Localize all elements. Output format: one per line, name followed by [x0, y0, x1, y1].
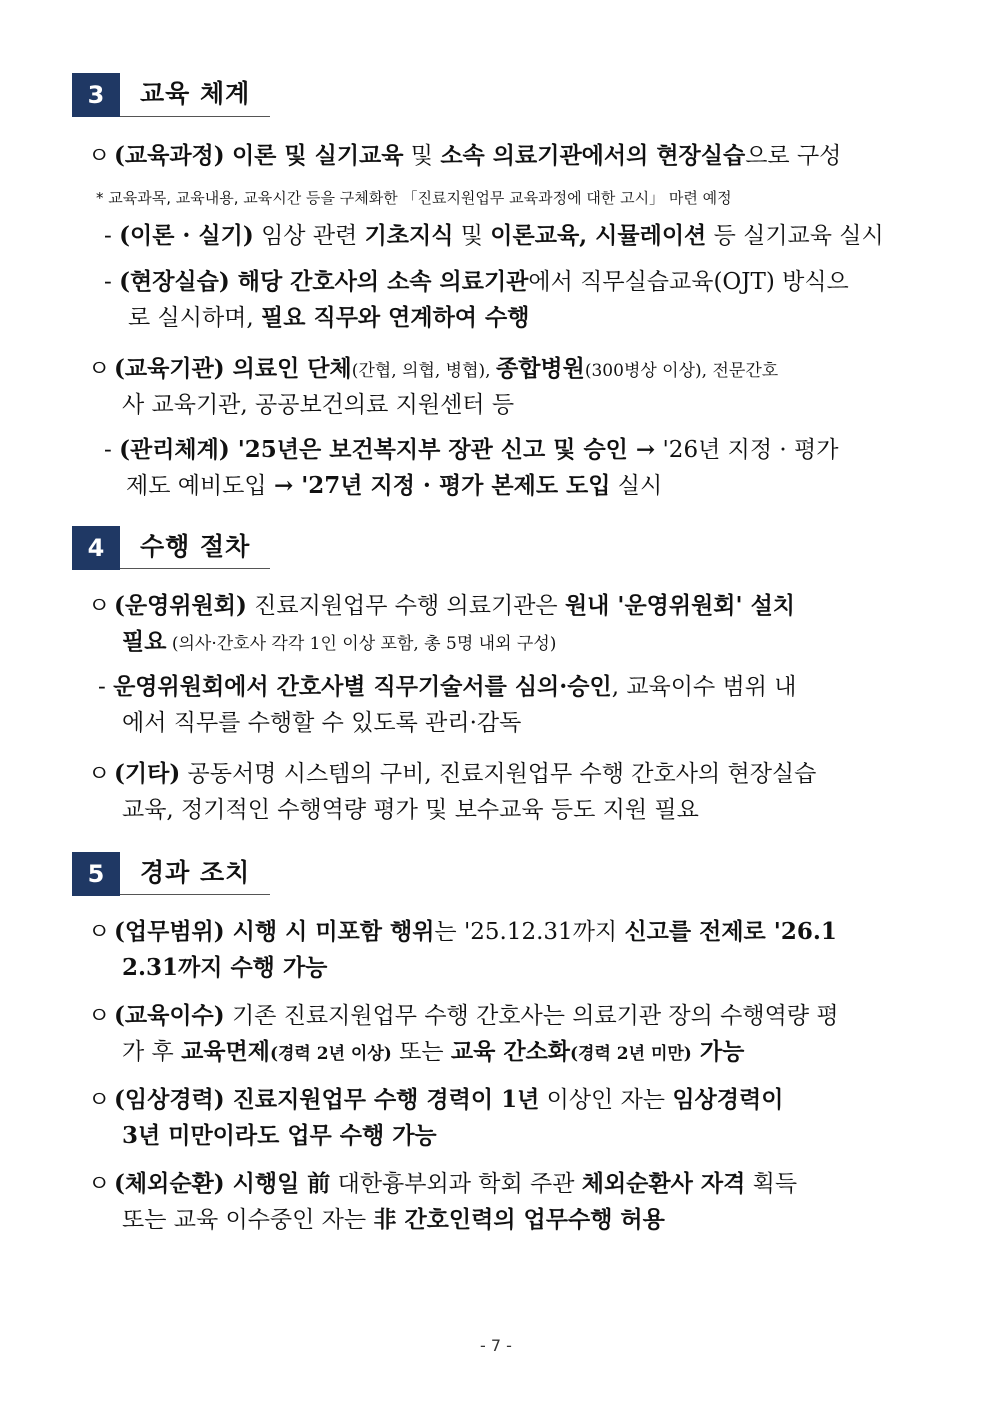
footnote: * 교육과목, 교육내용, 교육시간 등을 구체화한 「진료지원업무 교육과정에 대한 고시」 마련 예정	[96, 189, 732, 207]
bullet-item: ㅇ (업무범위) 시행 시 미포함 행위는 '25.12.31까지 신고를 전제로 '26.1	[0, 914, 992, 950]
section-4-header	[72, 526, 256, 570]
dash-item: - 운영위원회에서 간호사별 직무기술서를 심의·승인, 교육이수 범위 내	[98, 673, 797, 700]
bullet-item: ㅇ (교육과정) 이론 및 실기교육 및 소속 의료기관에서의 현장실습으로 구성	[0, 138, 992, 174]
circle-bullet-icon: ㅇ	[88, 593, 111, 619]
section-title: 교육 체계	[140, 79, 251, 108]
bullet-item: ㅇ (교육기관) 의료인 단체(간협, 의협, 병협), 종합병원(300병상 이상), 전문간호	[0, 351, 992, 389]
circle-bullet-icon: ㅇ	[88, 1087, 111, 1113]
dash-bullet: -	[104, 269, 112, 295]
bullet-item-cont: 또는 교육 이수중인 자는 非 간호인력의 업무수행 허용	[122, 1206, 665, 1233]
dash-item: - (관리체계) '25년은 보건복지부 장관 신고 및 승인 → '26년 지정 · 평가	[104, 436, 839, 463]
bullet-item: ㅇ (교육이수) 기존 진료지원업무 수행 간호사는 의료기관 장의 수행역량 평	[0, 998, 992, 1034]
dash-bullet: -	[104, 437, 112, 463]
bullet-item: ㅇ (체외순환) 시행일 前 대한흉부외과 학회 주관 체외순환사 자격 획득	[0, 1166, 992, 1202]
bullet-item-cont: 2.31까지 수행 가능	[122, 954, 328, 981]
dash-item-cont: 로 실시하며, 필요 직무와 연계하여 수행	[128, 304, 530, 331]
section-number: 5	[72, 852, 120, 896]
page-number: - 7 -	[480, 1336, 512, 1355]
bullet-item: ㅇ (기타) 공동서명 시스템의 구비, 진료지원업무 수행 간호사의 현장실습	[0, 756, 992, 792]
section-number: 4	[72, 526, 120, 570]
circle-bullet-icon: ㅇ	[88, 761, 111, 787]
circle-bullet-icon: ㅇ	[88, 356, 111, 382]
section-5-header	[72, 852, 256, 896]
circle-bullet-icon: ㅇ	[88, 1003, 111, 1029]
dash-item-cont: 제도 예비도입 → '27년 지정 · 평가 본제도 도입 실시	[126, 472, 663, 499]
circle-bullet-icon: ㅇ	[88, 1171, 111, 1197]
circle-bullet-icon: ㅇ	[88, 919, 111, 945]
section-title: 수행 절차	[140, 532, 251, 561]
bullet-item: ㅇ (임상경력) 진료지원업무 수행 경력이 1년 이상인 자는 임상경력이	[0, 1082, 992, 1118]
dash-item: - (이론 · 실기) 임상 관련 기초지식 및 이론교육, 시뮬레이션 등 실기교육 실시	[104, 222, 884, 249]
dash-bullet: -	[98, 674, 106, 700]
bullet-item: ㅇ (운영위원회) 진료지원업무 수행 의료기관은 원내 '운영위원회' 설치	[0, 588, 992, 624]
circle-bullet-icon: ㅇ	[88, 143, 111, 169]
bullet-item-cont: 사 교육기관, 공공보건의료 지원센터 등	[122, 392, 515, 418]
section-title: 경과 조치	[140, 858, 251, 887]
section-underline	[120, 116, 270, 117]
bullet-item-cont: 교육, 정기적인 수행역량 평가 및 보수교육 등도 지원 필요	[122, 797, 699, 823]
dash-bullet: -	[104, 223, 112, 249]
dash-item-cont: 에서 직무를 수행할 수 있도록 관리·감독	[122, 710, 522, 736]
section-underline	[120, 568, 270, 569]
bullet-item-cont: 3년 미만이라도 업무 수행 가능	[122, 1122, 437, 1149]
bullet-item-cont: 필요 (의사·간호사 각각 1인 이상 포함, 총 5명 내외 구성)	[122, 628, 557, 655]
section-number: 3	[72, 73, 120, 117]
bullet-item-cont: 가 후 교육면제(경력 2년 이상) 또는 교육 간소화(경력 2년 미만) 가능	[122, 1038, 745, 1065]
section-3-header	[72, 73, 256, 117]
dash-item: - (현장실습) 해당 간호사의 소속 의료기관에서 직무실습교육(OJT) 방식으	[104, 268, 849, 295]
section-underline	[120, 894, 270, 895]
